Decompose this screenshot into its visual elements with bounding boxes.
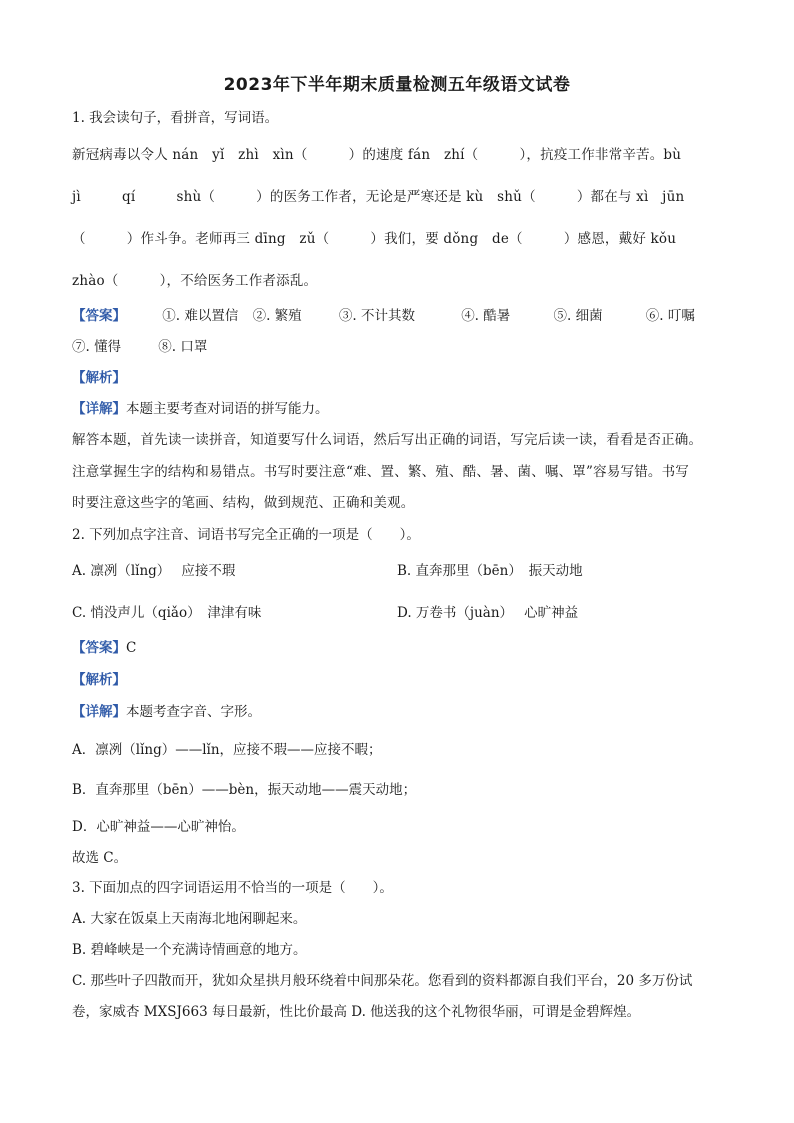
answer-item: ②. 繁殖 — [252, 308, 302, 324]
q1-line-1: 新冠病毒以令人 nán yǐ zhì xìn（ ）的速度 fán zhí（ ），抗疫工作非常辛苦。bù — [72, 147, 682, 163]
q3-stem: 3. 下面加点的四字词语运用不恰当的一项是（ ）。 — [72, 880, 393, 896]
detail-label: 【详解】 — [72, 704, 126, 720]
answer-item: ④. 酷暑 — [461, 308, 511, 324]
q1-stem: 1. 我会读句子，看拼音，写词语。 — [72, 110, 279, 126]
q2-body-2: B．直奔那里（bēn）——bèn，振天动地——震天动地； — [72, 782, 417, 798]
q2-body-1: A．凛冽（lǐng）——lǐn，应接不瑕——应接不暇； — [72, 742, 382, 758]
q1-line-4: zhào（ ），不给医务工作者添乱。 — [72, 273, 318, 289]
q1-body-2: 注意掌握生字的结构和易错点。书写时要注意“难、置、繁、殖、酷、暑、菌、嘱、罩”容易写错。书写 — [72, 464, 690, 480]
q3-option-b: B. 碧峰峡是一个充满诗情画意的地方。 — [72, 942, 307, 958]
q2-answer-value: C — [126, 640, 137, 656]
q3-option-c: C. 那些叶子四散而开，犹如众星拱月般环绕着中间那朵花。您看到的资料都源自我们平台，20 多万份试 — [72, 973, 693, 989]
answer-item: ⑧. 口罩 — [158, 339, 208, 355]
q1-line-3: （ ）作斗争。老师再三 dīng zǔ（ ）我们，要 dǒng de（ ）感恩，戴好 kǒu — [72, 231, 677, 247]
analysis-label: 【解析】 — [72, 370, 126, 386]
detail-label: 【详解】 — [72, 401, 126, 417]
answer-item: ③. 不计其数 — [338, 308, 415, 324]
q1-answer-row — [72, 306, 728, 326]
q2-body-4: 故选 C。 — [72, 850, 128, 866]
answer-item: ⑤. 细菌 — [553, 308, 603, 324]
answer-item: ⑦. 懂得 — [72, 339, 122, 355]
q2-option-c: C. 悄没声儿（qiǎo） 津津有味 — [72, 605, 262, 621]
answer-label: 【答案】 — [72, 640, 126, 656]
q2-option-a: A. 凛冽（lǐng） 应接不瑕 — [72, 563, 236, 579]
q2-stem: 2. 下列加点字注音、词语书写完全正确的一项是（ ）。 — [72, 527, 420, 543]
answer-label: 【答案】 — [72, 308, 126, 324]
q1-body-3: 时要注意这些字的笔画、结构，做到规范、正确和美观。 — [72, 495, 415, 511]
q2-detail-text: 本题考查字音、字形。 — [126, 704, 261, 720]
q1-answer-row-2 — [72, 337, 728, 357]
analysis-label: 【解析】 — [72, 672, 126, 688]
q2-detail — [72, 702, 728, 722]
q3-option-d: 卷，家威杏 MXSJ663 每日最新，性比价最高 D. 他送我的这个礼物很华丽，可谓是金碧辉煌。 — [72, 1004, 641, 1020]
q2-option-b: B. 直奔那里（bēn） 振天动地 — [397, 563, 583, 579]
q2-answer — [72, 638, 728, 658]
q3-option-a: A. 大家在饭桌上天南海北地闲聊起来。 — [72, 911, 307, 927]
q1-line-2: jì qí shù（ ）的医务工作者，无论是严寒还是 kù shǔ（ ）都在与 xì jūn — [72, 189, 685, 205]
q1-detail-text: 本题主要考查对词语的拼写能力。 — [126, 401, 329, 417]
page-title: 2023年下半年期末质量检测五年级语文试卷 — [223, 75, 571, 95]
q2-body-3: D．心旷神益——心旷神怡。 — [72, 819, 245, 835]
q1-detail — [72, 399, 728, 419]
q2-option-d: D. 万卷书（juàn） 心旷神益 — [397, 605, 579, 621]
q1-body-1: 解答本题，首先读一读拼音，知道要写什么词语，然后写出正确的词语，写完后读一读，看看是否正确。 — [72, 432, 703, 448]
answer-item: ①. 难以置信 — [162, 308, 239, 324]
answer-item: ⑥. 叮嘱 — [645, 308, 695, 324]
